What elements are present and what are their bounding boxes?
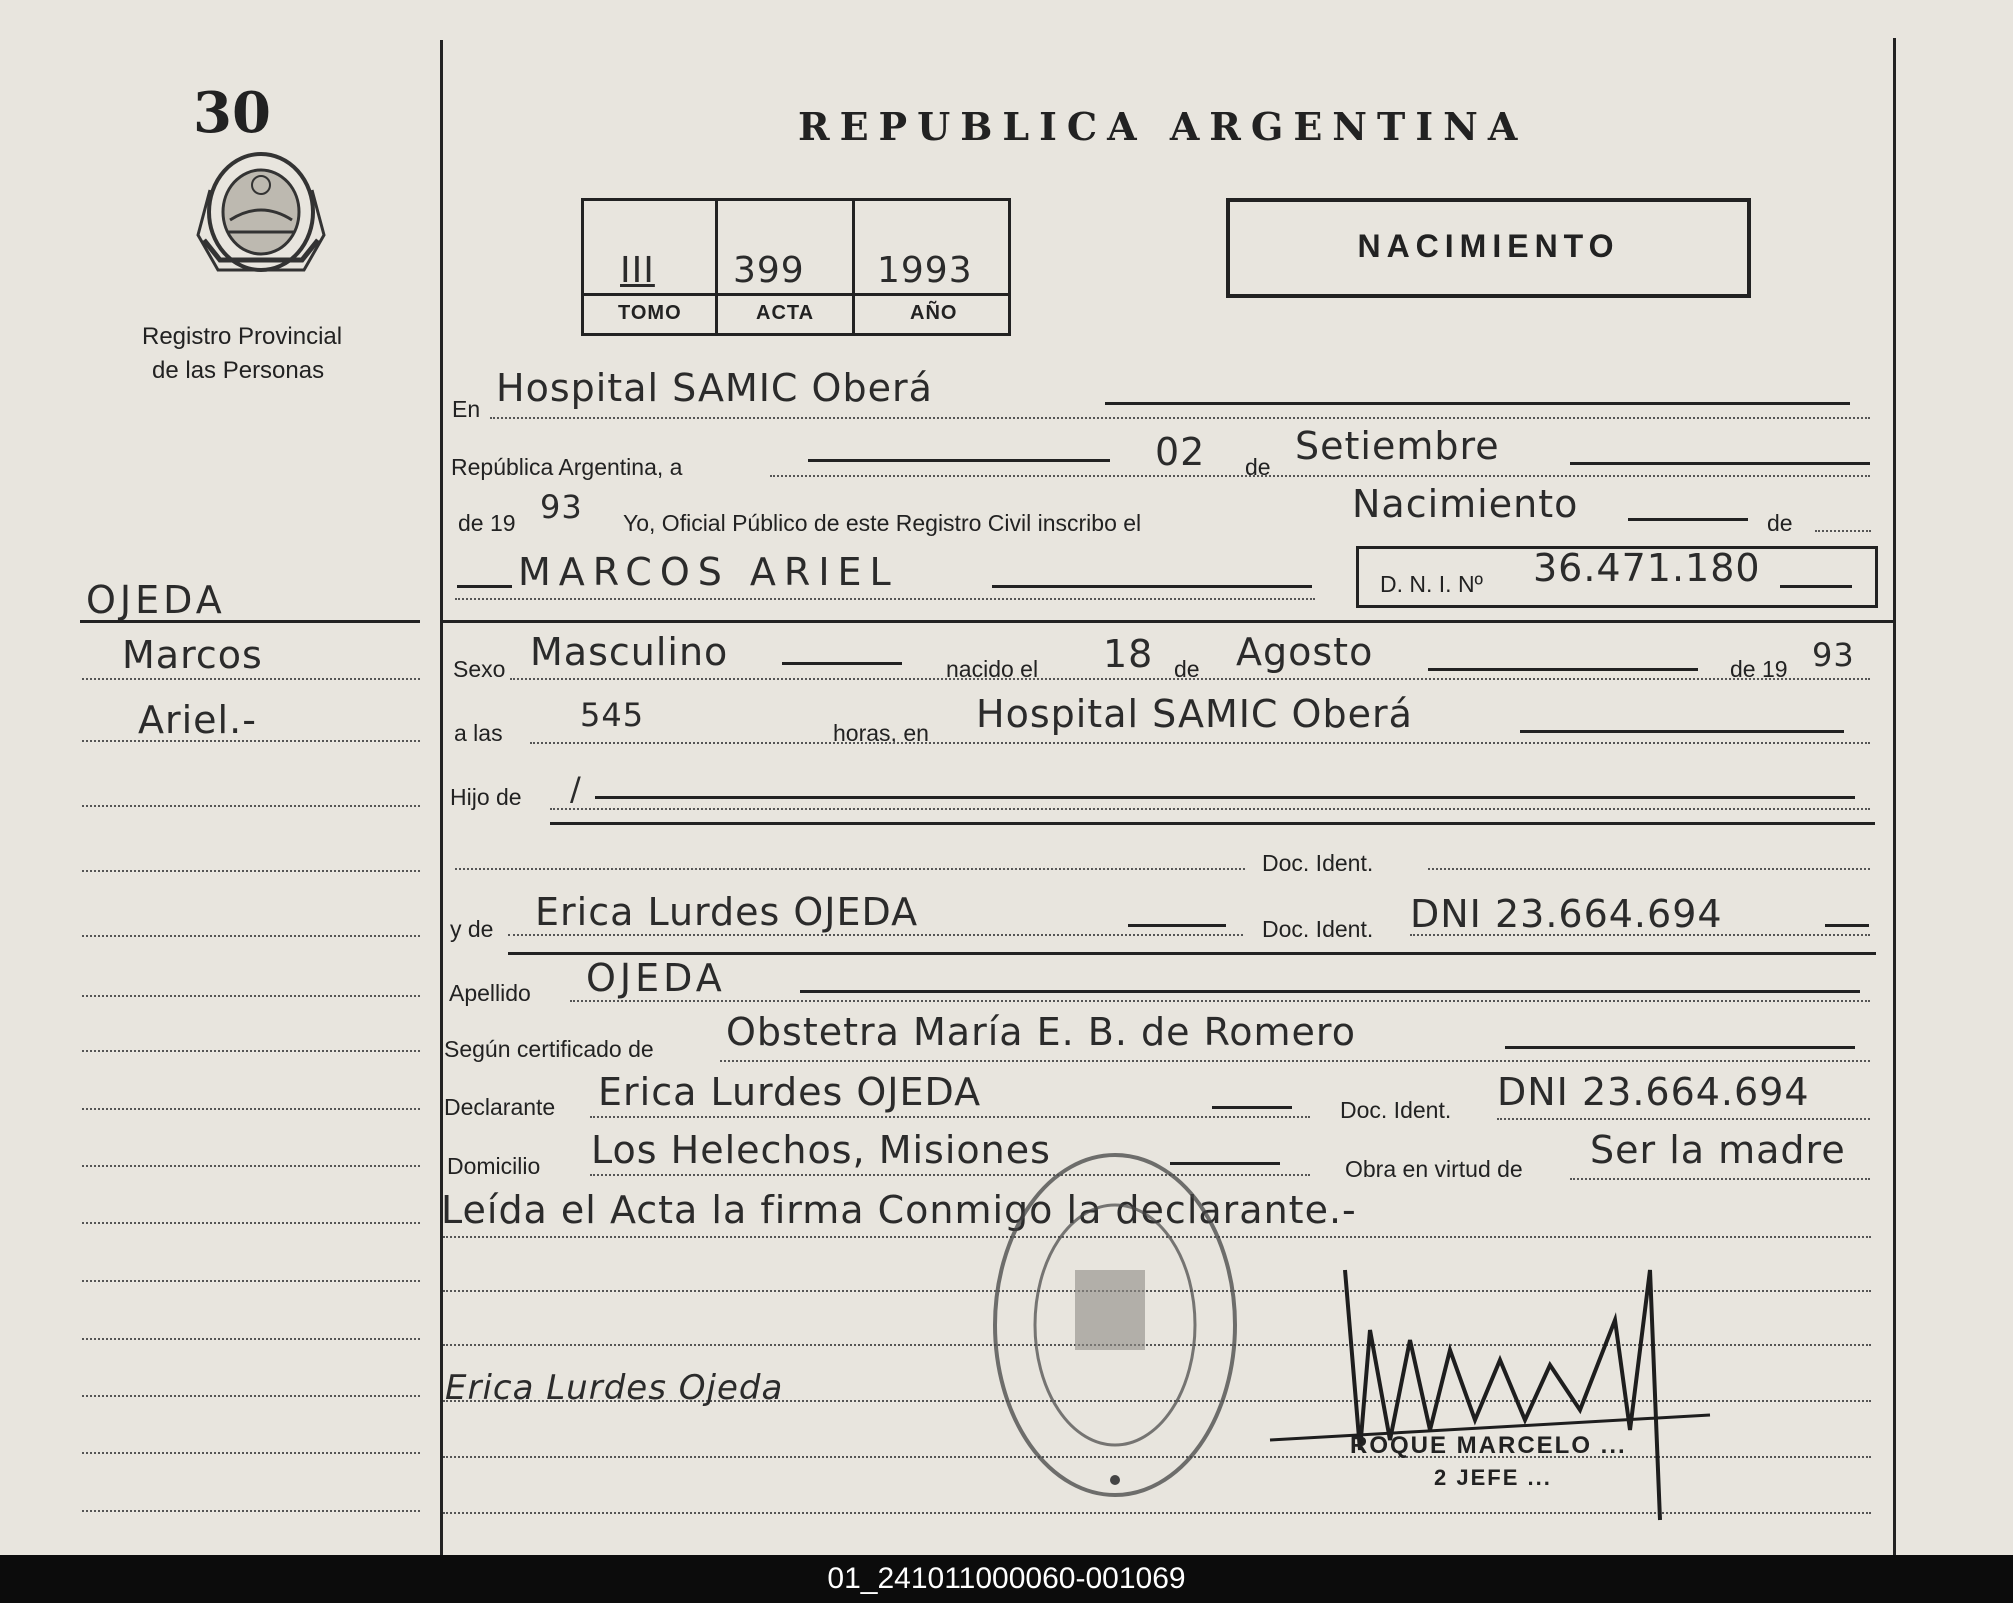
- sidebar-line: [82, 1510, 420, 1512]
- a-las-label: a las: [454, 720, 503, 746]
- fill-line: [595, 796, 1855, 799]
- sidebar-line: [82, 678, 420, 680]
- year-line: [1815, 530, 1871, 532]
- acta-value: 399: [733, 250, 805, 291]
- declarante-label: Declarante: [444, 1094, 556, 1120]
- place-value: Hospital SAMIC Oberá: [496, 366, 933, 410]
- sidebar-line: [82, 870, 420, 872]
- birth-year-prefix: de 19: [1730, 656, 1788, 682]
- sexo-value: Masculino: [530, 630, 729, 674]
- father-line: [455, 868, 1245, 870]
- fill-line: [992, 585, 1312, 588]
- sidebar-line: [82, 935, 420, 937]
- table-divider: [852, 198, 855, 336]
- sidebar-line: [82, 1165, 420, 1167]
- acta-label: ACTA: [756, 302, 815, 324]
- doc-ident-label3: Doc. Ident.: [1340, 1097, 1452, 1123]
- father-doc-line: [1428, 868, 1870, 870]
- birth-place: Hospital SAMIC Oberá: [976, 692, 1413, 736]
- page-number: 30: [193, 80, 271, 146]
- fill-line: [1825, 924, 1869, 927]
- certificate-by: Obstetra María E. B. de Romero: [726, 1010, 1356, 1054]
- sidebar-line: [82, 1452, 420, 1454]
- fill-line: [1628, 518, 1748, 521]
- segun-line: [720, 1060, 1870, 1062]
- nacido-label: nacido el: [946, 656, 1039, 682]
- name-line: [455, 598, 1315, 600]
- domicilio-value: Los Helechos, Misiones: [591, 1128, 1051, 1172]
- sidebar-line: [82, 1395, 420, 1397]
- apellido-value: OJEDA: [586, 956, 726, 1000]
- year-suffix: 93: [540, 488, 583, 526]
- doc-ident-label: Doc. Ident.: [1262, 850, 1374, 876]
- mother-line: [508, 934, 1243, 936]
- sidebar-line: [82, 1222, 420, 1224]
- doc-ident-label2: Doc. Ident.: [1262, 916, 1374, 942]
- table-divider: [715, 198, 718, 336]
- official-stamp-seal: [975, 1140, 1255, 1510]
- hijo-line: [550, 808, 1870, 810]
- fill-line: [800, 990, 1860, 993]
- ano-label: AÑO: [910, 302, 958, 324]
- mother-doc: DNI 23.664.694: [1410, 892, 1723, 936]
- declarant-signature: Erica Lurdes Ojeda: [445, 1368, 784, 1408]
- registration-month: Setiembre: [1295, 424, 1500, 468]
- sidebar-line: [82, 1050, 420, 1052]
- mother-name: Erica Lurdes OJEDA: [535, 890, 919, 934]
- birth-day: 18: [1103, 632, 1154, 676]
- fill-line: [1428, 668, 1698, 671]
- image-code-bar: [0, 1555, 2013, 1603]
- sidebar-line: [82, 740, 420, 742]
- apellido-line: [570, 1000, 1870, 1002]
- apellido-label: Apellido: [449, 980, 531, 1006]
- sidebar-rule: [80, 620, 420, 623]
- fill-line: [782, 662, 902, 665]
- image-code: 01_241011000060-001069: [827, 1562, 1186, 1595]
- section-rule: [550, 822, 1875, 825]
- year-prefix: de 19: [458, 510, 516, 536]
- de-label2: de: [1767, 510, 1793, 536]
- fill-line: [457, 585, 512, 588]
- sidebar-line: [82, 1338, 420, 1340]
- birth-time: 545: [580, 696, 645, 734]
- section-rule: [508, 952, 1876, 955]
- officer-statement: Yo, Oficial Público de este Registro Civil inscribo el: [623, 510, 1142, 536]
- declarante-doc-line: [1497, 1118, 1870, 1120]
- dni-value: 36.471.180: [1533, 546, 1761, 590]
- fill-line: [808, 459, 1110, 462]
- dni-label: D. N. I. Nº: [1380, 571, 1483, 597]
- obra-line: [1570, 1178, 1870, 1180]
- sexo-label: Sexo: [453, 656, 506, 682]
- fill-line: [1212, 1106, 1292, 1109]
- official-title: 2 JEFE ...: [1434, 1465, 1552, 1490]
- sidebar-line: [82, 995, 420, 997]
- father-value: /: [570, 770, 582, 808]
- hijo-label: Hijo de: [450, 784, 522, 810]
- fill-line: [1505, 1046, 1855, 1049]
- document-type: NACIMIENTO: [1357, 228, 1620, 264]
- sidebar-line: [82, 805, 420, 807]
- sexo-line: [510, 678, 1870, 680]
- declarante-line: [590, 1116, 1310, 1118]
- fill-line: [1520, 730, 1844, 733]
- obra-label: Obra en virtud de: [1345, 1156, 1523, 1182]
- fill-line: [1570, 462, 1870, 465]
- sidebar-line: [82, 1280, 420, 1282]
- right-margin-rule: [1893, 38, 1896, 1555]
- closing-note: Leída el Acta la firma Conmigo la declarante.-: [441, 1188, 1357, 1232]
- sidebar-line: [82, 1108, 420, 1110]
- child-name: MARCOS ARIEL: [518, 550, 899, 594]
- registration-day: 02: [1155, 430, 1206, 474]
- tomo-value: III: [620, 250, 655, 291]
- date-line: [770, 475, 1870, 477]
- table-rule: [581, 293, 1011, 296]
- de-label: de: [1245, 454, 1271, 480]
- en-line: [490, 417, 1870, 419]
- fill-line: [1105, 402, 1850, 405]
- inscribed-type: Nacimiento: [1352, 482, 1579, 526]
- en-label: En: [452, 396, 481, 422]
- registry-name-line1: Registro Provincial: [142, 323, 343, 350]
- mother-doc-line: [1410, 934, 1870, 936]
- y-de-label: y de: [450, 916, 494, 942]
- country-title: REPUBLICA ARGENTINA: [798, 104, 1528, 149]
- section-rule: [442, 620, 1893, 623]
- fill-line: [1780, 585, 1852, 588]
- official-name: ROQUE MARCELO ...: [1350, 1432, 1627, 1459]
- ano-value: 1993: [877, 250, 973, 291]
- obra-value: Ser la madre: [1590, 1128, 1846, 1172]
- domicilio-label: Domicilio: [447, 1153, 541, 1179]
- de-label3: de: [1174, 656, 1200, 682]
- sidebar-given-name1: Marcos: [122, 633, 263, 677]
- sidebar-given-name2: Ariel.-: [138, 698, 257, 742]
- segun-label: Según certificado de: [444, 1036, 654, 1062]
- tomo-label: TOMO: [618, 302, 682, 324]
- fill-line: [1128, 924, 1226, 927]
- republic-label: República Argentina, a: [451, 454, 683, 480]
- sidebar-surname: OJEDA: [86, 578, 226, 622]
- birth-month: Agosto: [1236, 630, 1374, 674]
- provincial-seal-logo: [190, 140, 332, 292]
- declarante-doc: DNI 23.664.694: [1497, 1070, 1810, 1114]
- horas-label: horas, en: [833, 720, 929, 746]
- declarante-value: Erica Lurdes OJEDA: [598, 1070, 982, 1114]
- time-line: [530, 742, 1870, 744]
- birth-year-suffix: 93: [1812, 636, 1855, 674]
- registry-name-line2: de las Personas: [152, 357, 325, 384]
- left-margin-rule: [440, 40, 443, 1555]
